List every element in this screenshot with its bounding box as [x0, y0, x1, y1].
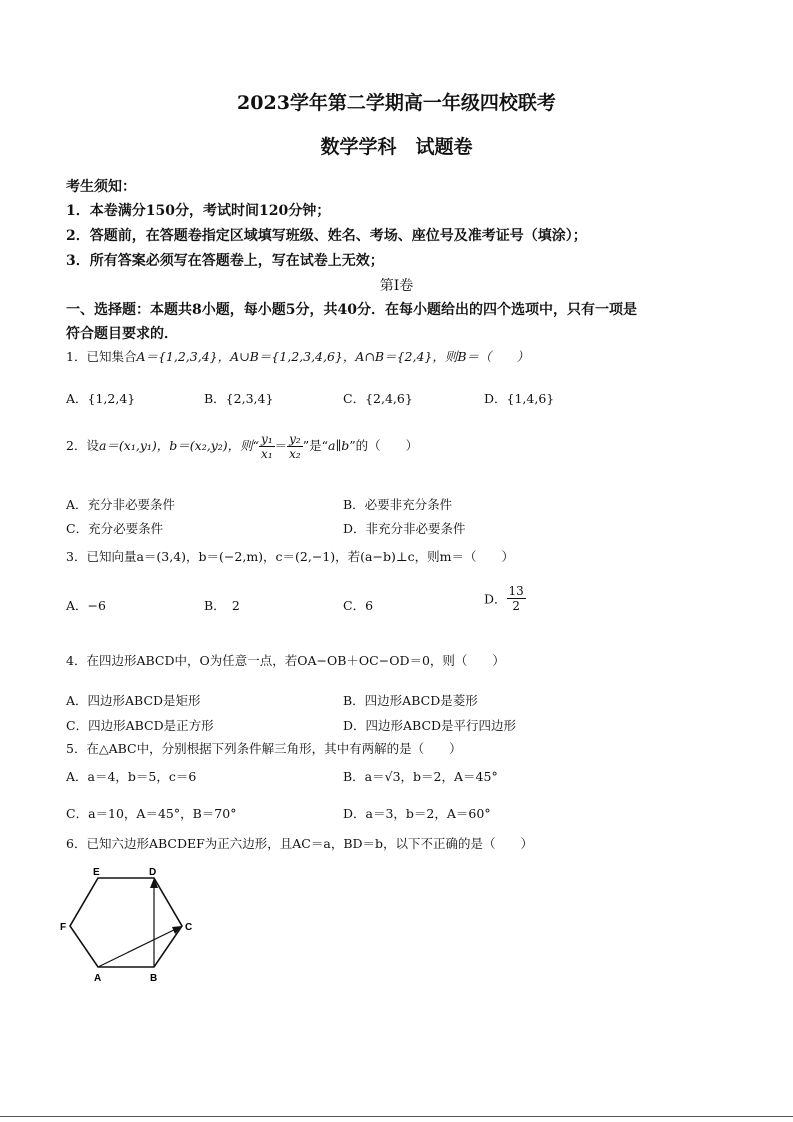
q2-parallel: a∥b — [328, 438, 350, 453]
label-e: E — [93, 867, 100, 878]
q1-option-d: D．{1,4,6} — [484, 391, 555, 406]
q3-optd-num: 13 — [508, 584, 524, 598]
label-a: A — [94, 973, 102, 984]
q2-frac1-den: x₁ — [261, 447, 273, 461]
q2-frac1-num: y₁ — [261, 432, 273, 446]
q3-optd-den: 2 — [512, 599, 520, 613]
q2-suffix: ”的（ ） — [349, 438, 419, 453]
q2-fraction-2 — [287, 432, 303, 461]
q4-option-d: D．四边形ABCD是平行四边形 — [343, 718, 517, 733]
q2-stem — [66, 431, 418, 461]
q5-option-d: D．a＝3，b＝2，A＝60° — [343, 806, 491, 821]
label-f: F — [60, 922, 67, 933]
q1-intersection: A∩B＝{2,4}，则B＝（ ） — [355, 349, 530, 364]
q3-stem: 3．已知向量a＝(3,4)，b＝(−2,m)，c＝(2,−1)，若(a−b)⊥c，则m＝（ ） — [66, 549, 514, 564]
exam-title: 2023学年第二学期高一年级四校联考 — [237, 92, 556, 114]
q2-prefix: 2．设 — [66, 438, 99, 453]
q2-vector-b: b＝(x₂,y₂)，则“ — [169, 438, 260, 453]
label-c: C — [185, 922, 193, 933]
q3-option-d-label: D． — [484, 591, 507, 607]
q2-frac2-num: y₂ — [289, 432, 301, 446]
notice-item-3: 3．所有答案必须写在答题卷上，写在试卷上无效； — [66, 253, 384, 269]
q3-option-a: A．−6 — [66, 598, 106, 613]
q2-frac2-den: x₂ — [289, 447, 301, 461]
q5-option-a: A．a＝4，b＝5，c＝6 — [66, 769, 197, 784]
label-d: D — [149, 867, 157, 878]
q1-stem — [66, 347, 529, 365]
section1-line1: 一、选择题：本题共8小题，每小题5分，共40分．在每小题给出的四个选项中，只有一项是 — [66, 302, 637, 318]
q2-option-b: B．必要非充分条件 — [343, 497, 453, 512]
q2-option-c: C．充分必要条件 — [66, 521, 164, 536]
notice-item-2: 2．答题前，在答题卷指定区域填写班级、姓名、考场、座位号及准考证号（填涂）； — [66, 228, 587, 244]
q3-option-d-fraction — [507, 584, 526, 613]
q1-union: A∪B＝{1,2,3,4,6}， — [230, 349, 356, 364]
q2-fraction-1 — [259, 432, 275, 461]
page-bottom-rule — [0, 1116, 793, 1117]
q1-prefix: 1．已知集合 — [66, 349, 137, 364]
q3-option-d — [484, 584, 526, 613]
part-title: 第Ⅰ卷 — [379, 278, 414, 294]
q1-option-c: C．{2,4,6} — [343, 391, 413, 406]
exam-subtitle: 数学学科 试题卷 — [320, 136, 473, 158]
q1-set-a: A＝{1,2,3,4}， — [136, 349, 231, 364]
q2-mid: ”是“ — [302, 438, 329, 453]
q2-vector-a: a＝(x₁,y₁)， — [98, 438, 170, 453]
q3-option-b: B． 2 — [204, 598, 240, 613]
q6-stem: 6．已知六边形ABCDEF为正六边形，且AC＝a，BD＝b，以下不正确的是（ ） — [66, 836, 534, 851]
q1-option-b: B．{2,3,4} — [204, 391, 274, 406]
q4-stem: 4．在四边形ABCD中，O为任意一点，若OA−OB＋OC−OD＝0，则（ ） — [66, 653, 505, 668]
q2-option-d: D．非充分非必要条件 — [343, 521, 466, 536]
q4-option-c: C．四边形ABCD是正方形 — [66, 718, 214, 733]
q5-stem: 5．在△ABC中，分别根据下列条件解三角形，其中有两解的是（ ） — [66, 741, 462, 756]
q5-option-c: C．a＝10，A＝45°，B＝70° — [66, 806, 237, 821]
q2-option-a: A．充分非必要条件 — [66, 497, 176, 512]
q2-equals: ＝ — [274, 438, 288, 453]
notice-item-1: 1．本卷满分150分，考试时间120分钟； — [66, 203, 331, 219]
q1-option-a: A．{1,2,4} — [66, 391, 136, 406]
hexagon-figure — [60, 862, 200, 992]
section1-line2: 符合题目要求的． — [66, 326, 178, 342]
q4-option-a: A．四边形ABCD是矩形 — [66, 693, 201, 708]
notice-heading: 考生须知： — [66, 179, 136, 195]
label-b: B — [150, 973, 158, 984]
q3-option-c: C．6 — [343, 598, 374, 613]
q5-option-b: B．a＝√3，b＝2，A＝45° — [343, 769, 498, 784]
q4-option-b: B．四边形ABCD是菱形 — [343, 693, 478, 708]
